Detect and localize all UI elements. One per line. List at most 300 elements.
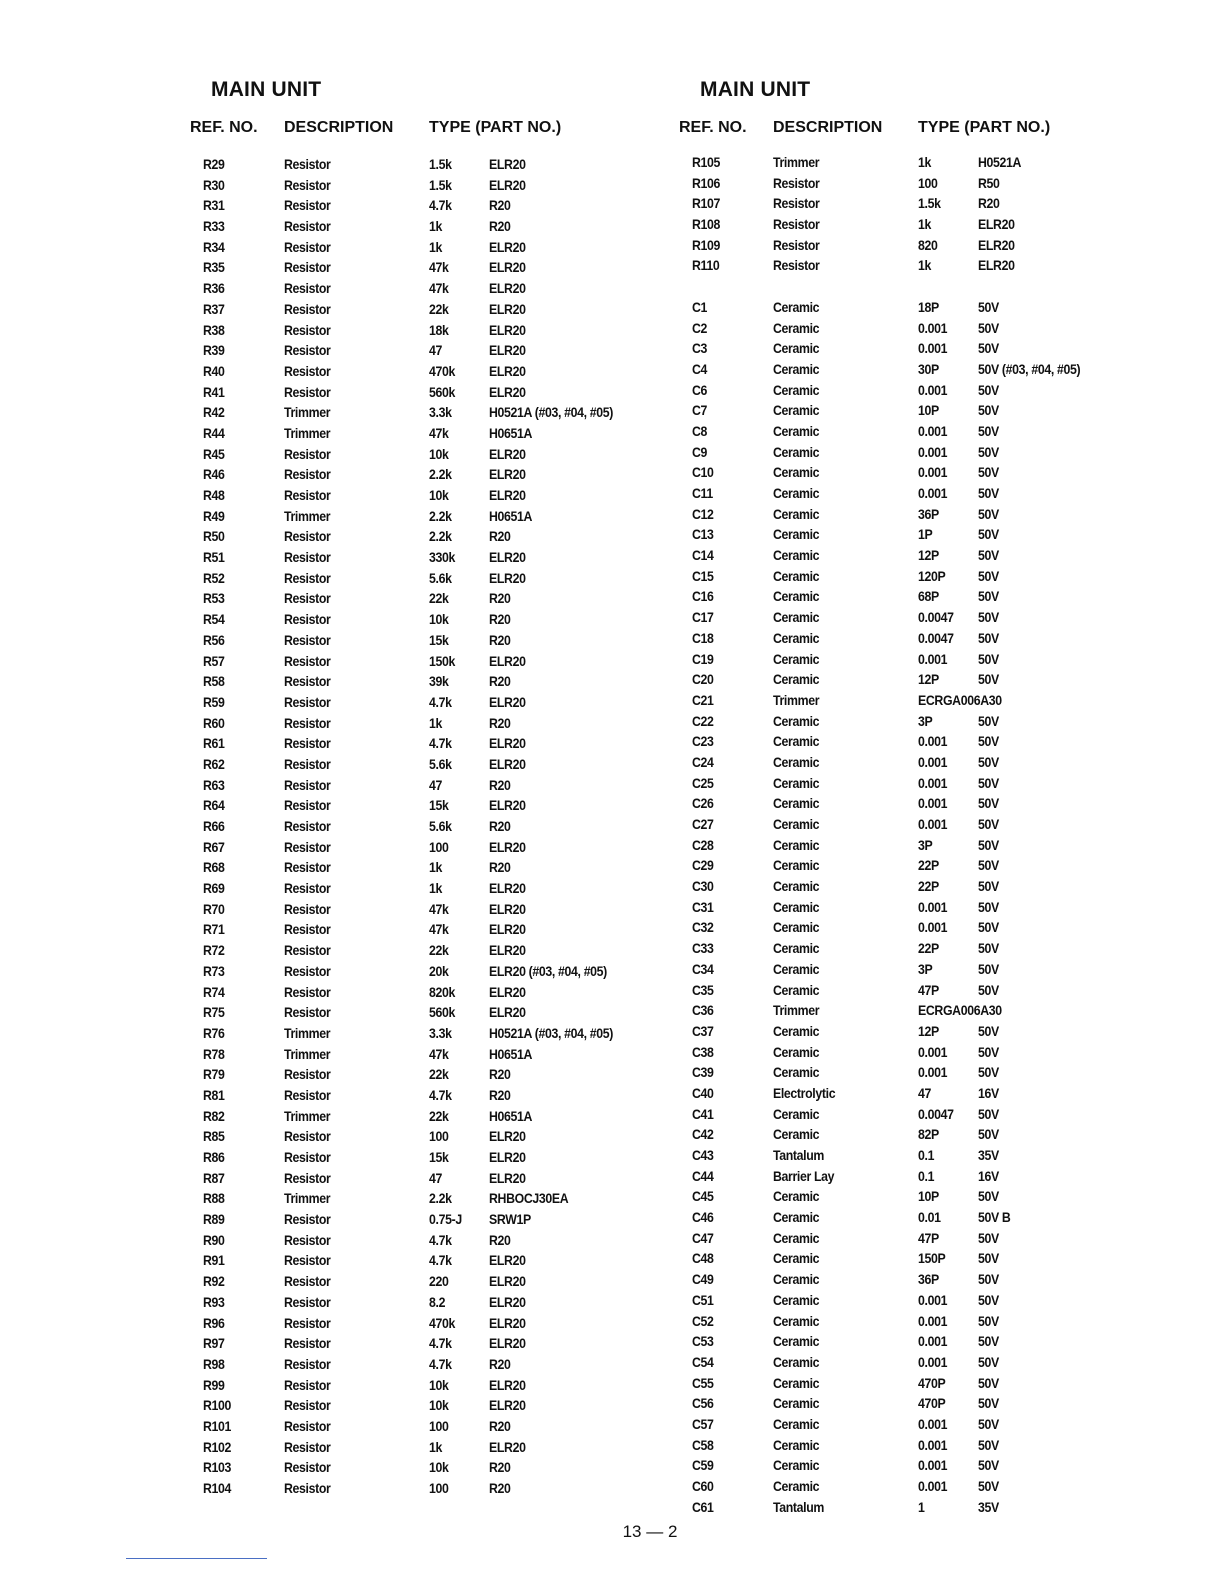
cell-ref: R61 — [203, 735, 225, 752]
cell-part: ELR20 — [489, 156, 526, 172]
cell-ref: C59 — [692, 1457, 714, 1474]
cell-value: ECRGA006A30 — [918, 1002, 1002, 1019]
table-row — [679, 1478, 1199, 1499]
cell-value: 20k — [429, 962, 449, 979]
cell-ref: C3 — [692, 340, 708, 357]
table-row — [679, 1230, 1199, 1251]
cell-value: 15k — [429, 631, 449, 648]
cell-ref: C43 — [692, 1147, 714, 1163]
cell-part: ELR20 — [489, 321, 526, 338]
cell-description: Resistor — [773, 236, 820, 253]
cell-part: 50V — [978, 857, 999, 874]
cell-ref: C7 — [692, 402, 708, 419]
cell-value: 36P — [918, 1271, 939, 1288]
cell-description: Ceramic — [773, 526, 820, 543]
cell-value: 1P — [918, 526, 933, 543]
cell-part: R20 — [489, 859, 511, 876]
table-row — [190, 590, 710, 611]
cell-ref: C26 — [692, 795, 714, 812]
cell-part: 50V — [978, 1105, 999, 1122]
cell-part: 35V — [978, 1498, 999, 1515]
cell-ref: R46 — [203, 466, 225, 483]
cell-value: 100 — [429, 1128, 449, 1145]
cell-value: 22P — [918, 940, 939, 957]
table-row — [190, 1087, 710, 1108]
table-row — [190, 156, 710, 177]
table-row — [679, 1064, 1199, 1085]
cell-description: Resistor — [284, 218, 331, 235]
table-row — [190, 1170, 710, 1191]
cell-description: Resistor — [284, 445, 331, 462]
table-row — [679, 733, 1199, 754]
cell-part: 50V — [978, 340, 999, 357]
cell-part: ELR20 — [489, 1252, 526, 1269]
cell-ref: C34 — [692, 960, 714, 977]
cell-value: 1k — [918, 154, 932, 170]
cell-value: 0.1 — [918, 1167, 935, 1184]
cell-ref: R71 — [203, 921, 225, 938]
table-row — [190, 673, 710, 694]
cell-value: 0.001 — [918, 795, 948, 812]
cell-ref: C17 — [692, 609, 714, 626]
cell-description: Resistor — [284, 962, 331, 979]
table-row — [190, 404, 710, 425]
cell-part: 50V — [978, 505, 999, 522]
cell-description: Resistor — [284, 631, 331, 648]
cell-description: Resistor — [284, 238, 331, 255]
section-title: MAIN UNIT — [700, 78, 811, 101]
cell-description: Resistor — [284, 797, 331, 814]
cell-value: 100 — [429, 1480, 449, 1496]
cell-ref: R105 — [692, 154, 721, 170]
cell-part: R20 — [489, 1355, 511, 1372]
cell-ref: C61 — [692, 1498, 714, 1515]
cell-part: ELR20 — [489, 1128, 526, 1145]
table-row — [190, 984, 710, 1005]
cell-description: Resistor — [284, 1459, 331, 1476]
cell-description: Resistor — [773, 257, 820, 274]
cell-description: Ceramic — [773, 443, 820, 460]
cell-part: 50V — [978, 1043, 999, 1060]
cell-ref: R66 — [203, 818, 225, 834]
cell-description: Resistor — [284, 1355, 331, 1372]
cell-part: R20 — [489, 631, 511, 648]
table-row — [190, 1273, 710, 1294]
cell-ref: C13 — [692, 526, 714, 543]
cell-part: 50V — [978, 402, 999, 419]
cell-description: Resistor — [284, 921, 331, 938]
table-row — [190, 756, 710, 777]
cell-value: 0.001 — [918, 1291, 948, 1308]
cell-part: 50V — [978, 1250, 999, 1267]
table-row — [190, 1315, 710, 1336]
cell-ref: C20 — [692, 671, 714, 688]
table-row — [679, 402, 1199, 423]
cell-description: Ceramic — [773, 464, 820, 481]
cell-description: Ceramic — [773, 1353, 820, 1370]
table-row — [190, 1149, 710, 1170]
cell-ref: C15 — [692, 567, 714, 584]
cell-ref: R76 — [203, 1024, 225, 1041]
cell-ref: C8 — [692, 422, 708, 439]
cell-description: Resistor — [284, 900, 331, 917]
table-row — [190, 1397, 710, 1418]
cell-ref: R67 — [203, 838, 225, 855]
cell-ref: C54 — [692, 1353, 714, 1370]
cell-description: Resistor — [284, 176, 331, 193]
cell-ref: R78 — [203, 1045, 225, 1062]
table-row — [679, 1188, 1199, 1209]
cell-value: 10k — [429, 487, 449, 503]
table-row — [190, 1252, 710, 1273]
cell-value: 1.5k — [429, 176, 452, 193]
cell-description: Resistor — [284, 611, 331, 628]
cell-value: 1k — [429, 1438, 443, 1455]
cell-ref: R29 — [203, 156, 225, 172]
cell-description: Resistor — [284, 652, 331, 669]
cell-description: Ceramic — [773, 816, 820, 832]
table-row — [679, 361, 1199, 382]
cell-value: 2.2k — [429, 1190, 452, 1207]
cell-value: 30P — [918, 360, 939, 377]
cell-value: 47k — [429, 1045, 449, 1062]
cell-part: H0651A — [489, 507, 533, 524]
cell-ref: C49 — [692, 1271, 714, 1288]
cell-description: Resistor — [284, 1252, 331, 1269]
cell-description: Resistor — [284, 197, 331, 214]
cell-ref: C24 — [692, 753, 714, 770]
cell-part: 50V — [978, 1478, 999, 1494]
table-row — [190, 1294, 710, 1315]
cell-value: 2.2k — [429, 507, 452, 524]
cell-value: 22k — [429, 300, 449, 317]
cell-value: 3.3k — [429, 404, 452, 421]
cell-ref: R96 — [203, 1314, 225, 1331]
cell-ref: R64 — [203, 797, 225, 814]
cell-part: 50V — [978, 671, 999, 688]
table-row — [679, 1002, 1199, 1023]
cell-description: Resistor — [284, 1211, 331, 1228]
cell-ref: R88 — [203, 1190, 225, 1207]
cell-value: 0.001 — [918, 898, 948, 915]
cell-description: Trimmer — [284, 404, 331, 421]
cell-ref: R89 — [203, 1211, 225, 1228]
cell-value: 0.001 — [918, 443, 948, 460]
cell-description: Ceramic — [773, 960, 820, 977]
cell-part: R20 — [489, 1480, 511, 1496]
cell-value: 0.001 — [918, 1353, 948, 1370]
cell-value: 330k — [429, 549, 456, 566]
cell-description: Resistor — [284, 321, 331, 338]
table-row — [190, 1004, 710, 1025]
cell-description: Resistor — [284, 1066, 331, 1083]
table-row — [679, 1044, 1199, 1065]
table-row — [679, 1085, 1199, 1106]
cell-ref: R85 — [203, 1128, 225, 1145]
cell-value: 8.2 — [429, 1293, 446, 1310]
table-row — [679, 1147, 1199, 1168]
table-row — [190, 1377, 710, 1398]
table-row — [190, 422, 710, 446]
cell-description: Ceramic — [773, 567, 820, 584]
cell-value: 0.001 — [918, 753, 948, 770]
cell-value: 3P — [918, 960, 933, 977]
cell-value: 1k — [918, 257, 932, 274]
cell-part: ELR20 — [489, 487, 526, 503]
table-row — [679, 671, 1199, 692]
cell-ref: R101 — [203, 1417, 232, 1434]
cell-description: Trimmer — [284, 1190, 331, 1207]
cell-ref: R92 — [203, 1273, 225, 1290]
cell-value: 47 — [429, 342, 443, 359]
cell-description: Ceramic — [773, 319, 820, 336]
table-row — [190, 298, 710, 322]
cell-part: ELR20 — [489, 259, 526, 276]
cell-description: Trimmer — [773, 154, 820, 170]
table-row — [679, 1106, 1199, 1127]
cell-part: 50V — [978, 960, 999, 977]
table-row — [190, 880, 710, 901]
cell-value: 15k — [429, 1149, 449, 1165]
cell-part: ELR20 — [489, 797, 526, 814]
table-row — [190, 218, 710, 239]
cell-ref: R98 — [203, 1355, 225, 1372]
cell-part: 50V — [978, 836, 999, 853]
cell-ref: C44 — [692, 1167, 714, 1184]
cell-ref: C60 — [692, 1478, 714, 1494]
table-row — [190, 1459, 710, 1480]
table-row — [679, 878, 1199, 899]
cell-ref: C23 — [692, 733, 714, 750]
cell-ref: C21 — [692, 691, 714, 708]
cell-value: 18k — [429, 321, 449, 338]
cell-part: R20 — [489, 818, 511, 834]
cell-ref: C33 — [692, 940, 714, 957]
cell-description: Ceramic — [773, 1415, 820, 1432]
cell-value: 15k — [429, 797, 449, 814]
cell-part: R20 — [489, 1066, 511, 1083]
cell-value: 47 — [429, 1169, 443, 1186]
cell-description: Trimmer — [284, 424, 331, 441]
cell-ref: C10 — [692, 464, 714, 481]
parts-list — [679, 154, 1199, 1519]
cell-part: 50V — [978, 485, 999, 501]
cell-ref: C16 — [692, 588, 714, 605]
cell-part: R20 — [489, 590, 511, 607]
cell-part: 50V — [978, 1126, 999, 1143]
cell-value: 22P — [918, 857, 939, 874]
cell-value: 1k — [429, 880, 443, 897]
table-row — [190, 259, 710, 280]
table-row — [190, 508, 710, 529]
cell-description: Resistor — [773, 174, 820, 191]
cell-ref: C48 — [692, 1250, 714, 1267]
table-row — [190, 381, 710, 405]
cell-value: 10k — [429, 1376, 449, 1393]
table-row — [679, 485, 1199, 506]
table-row — [679, 837, 1199, 858]
table-row — [190, 921, 710, 942]
table-row — [679, 919, 1199, 940]
cell-ref: C57 — [692, 1415, 714, 1432]
cell-description: Ceramic — [773, 1395, 820, 1412]
cell-description: Ceramic — [773, 1229, 820, 1246]
cell-ref: R56 — [203, 631, 225, 648]
cell-description: Resistor — [284, 1376, 331, 1393]
cell-ref: C52 — [692, 1312, 714, 1329]
table-row — [679, 568, 1199, 589]
cell-part: 50V — [978, 298, 999, 315]
cell-part: ELR20 — [489, 238, 526, 255]
cell-ref: C45 — [692, 1188, 714, 1205]
cell-part: ELR20 — [489, 176, 526, 193]
cell-value: 10k — [429, 445, 449, 462]
cell-part: ELR20 — [489, 1273, 526, 1290]
cell-ref: C41 — [692, 1105, 714, 1122]
cell-description: Resistor — [284, 300, 331, 317]
table-row — [679, 1292, 1199, 1313]
cell-description: Resistor — [284, 818, 331, 834]
cell-ref: C30 — [692, 878, 714, 895]
table-row — [679, 857, 1199, 878]
cell-ref: R60 — [203, 714, 225, 731]
cell-value: 100 — [429, 838, 449, 855]
cell-value: 47k — [429, 921, 449, 938]
cell-description: Resistor — [284, 1149, 331, 1165]
cell-ref: R109 — [692, 236, 721, 253]
cell-ref: R72 — [203, 942, 225, 959]
cell-value: 150k — [429, 652, 456, 669]
cell-description: Trimmer — [773, 1002, 820, 1019]
table-row — [679, 257, 1199, 278]
cell-description: Trimmer — [284, 1045, 331, 1062]
cell-description: Resistor — [284, 156, 331, 172]
table-row — [190, 487, 710, 508]
cell-description: Ceramic — [773, 485, 820, 501]
cell-value: 1k — [918, 216, 932, 233]
cell-ref: C55 — [692, 1374, 714, 1391]
cell-value: 0.001 — [918, 1333, 948, 1350]
table-row — [190, 1356, 710, 1377]
cell-value: 0.0047 — [918, 629, 954, 646]
table-row — [679, 816, 1199, 837]
table-row — [679, 1023, 1199, 1044]
cell-description: Resistor — [284, 1335, 331, 1352]
table-row — [679, 444, 1199, 465]
cell-value: 3.3k — [429, 1024, 452, 1041]
cell-ref: R50 — [203, 528, 225, 545]
cell-ref: C31 — [692, 898, 714, 915]
cell-value: 4.7k — [429, 197, 452, 214]
cell-value: 2.2k — [429, 466, 452, 483]
cell-ref: C2 — [692, 319, 708, 336]
cell-part: H0651A — [489, 424, 533, 441]
table-row — [679, 278, 1199, 299]
cell-value: 0.001 — [918, 816, 948, 832]
table-row — [190, 859, 710, 880]
cell-description: Resistor — [284, 383, 331, 400]
cell-ref: R70 — [203, 900, 225, 917]
cell-description: Resistor — [284, 693, 331, 710]
cell-ref: R40 — [203, 362, 225, 379]
right-parts-table — [679, 0, 1199, 1584]
cell-value: 3P — [918, 712, 933, 729]
table-row — [679, 1354, 1199, 1375]
table-row — [679, 588, 1199, 609]
cell-part: 50V — [978, 1188, 999, 1205]
cell-part: 50V — [978, 1436, 999, 1453]
cell-part: ELR20 — [489, 1314, 526, 1331]
cell-ref: R57 — [203, 652, 225, 669]
cell-part: ELR20 — [489, 342, 526, 359]
table-row — [190, 197, 710, 218]
table-row — [190, 528, 710, 549]
table-row — [190, 1190, 710, 1211]
cell-description: Resistor — [284, 1273, 331, 1290]
cell-ref: R86 — [203, 1149, 225, 1165]
cell-description: Resistor — [284, 983, 331, 1000]
table-row — [190, 942, 710, 963]
table-row — [190, 1418, 710, 1439]
cell-ref: C19 — [692, 650, 714, 667]
column-header-ref-no: REF. NO. — [679, 119, 747, 136]
cell-part: 50V — [978, 878, 999, 895]
table-row — [679, 1209, 1199, 1230]
cell-description: Ceramic — [773, 940, 820, 957]
cell-value: 47k — [429, 280, 449, 297]
cell-value: 0.01 — [918, 1209, 941, 1226]
table-row — [679, 754, 1199, 775]
cell-part: 50V — [978, 650, 999, 667]
cell-value: 4.7k — [429, 693, 452, 710]
cell-value: 560k — [429, 1004, 456, 1021]
cell-value: 10k — [429, 611, 449, 628]
cell-description: Ceramic — [773, 919, 820, 936]
cell-description: Resistor — [284, 1169, 331, 1186]
cell-value: 0.0047 — [918, 1105, 954, 1122]
cell-part: R20 — [489, 1459, 511, 1476]
cell-value: 47 — [429, 776, 443, 793]
cell-description: Trimmer — [773, 691, 820, 708]
cell-part: ELR20 — [489, 900, 526, 917]
table-row — [190, 611, 710, 632]
cell-part: ELR20 — [489, 652, 526, 669]
cell-value: 4.7k — [429, 1355, 452, 1372]
table-row — [679, 1168, 1199, 1189]
cell-description: Ceramic — [773, 505, 820, 522]
cell-description: Resistor — [284, 673, 331, 690]
cell-part: ELR20 — [489, 383, 526, 400]
cell-part: 50V — [978, 795, 999, 812]
cell-ref: C47 — [692, 1229, 714, 1246]
cell-value: 18P — [918, 298, 939, 315]
cell-part: 50V — [978, 774, 999, 791]
page-number: 13 — 2 — [622, 1522, 678, 1541]
cell-ref: R69 — [203, 880, 225, 897]
cell-value: 1k — [429, 218, 443, 235]
cell-part: ELR20 — [489, 1169, 526, 1186]
cell-ref: R52 — [203, 569, 225, 586]
cell-part: ELR20 — [489, 921, 526, 938]
cell-part: 16V — [978, 1084, 999, 1101]
table-row — [679, 1416, 1199, 1437]
cell-description: Ceramic — [773, 1043, 820, 1060]
cell-part: 50V — [978, 1457, 999, 1474]
cell-part: H0521A — [978, 154, 1022, 170]
table-row — [190, 694, 710, 715]
cell-value: 12P — [918, 1022, 939, 1039]
cell-value: 0.001 — [918, 422, 948, 439]
